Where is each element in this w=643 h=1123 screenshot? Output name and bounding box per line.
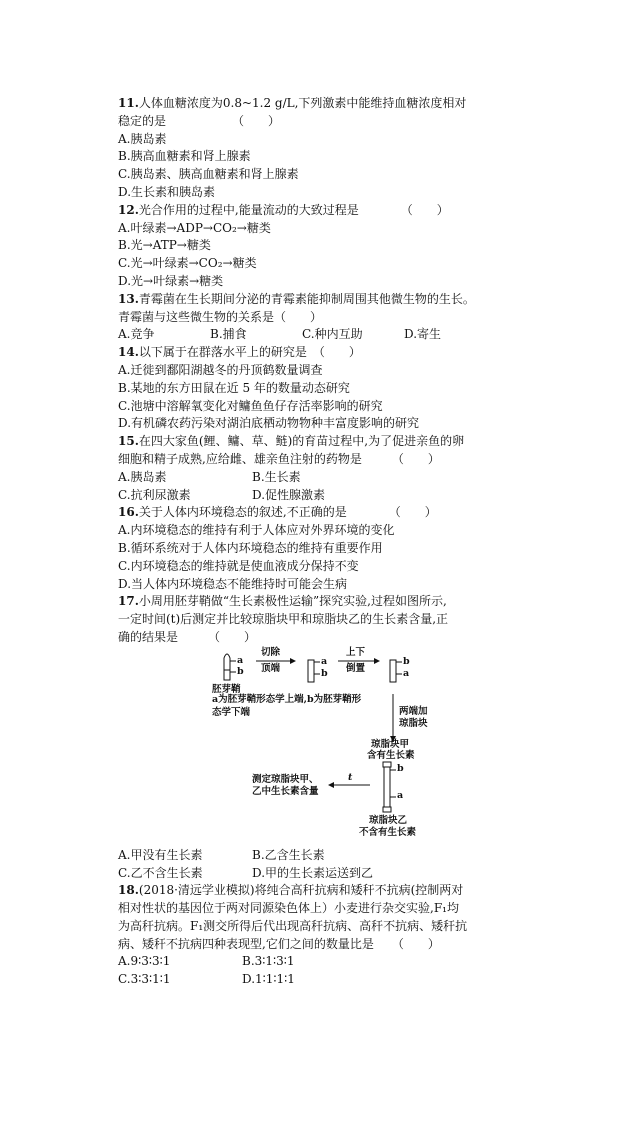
label-b: b (397, 762, 404, 774)
agar-block-bottom (383, 807, 391, 812)
option-b: B.捕食 (210, 327, 247, 342)
arrowhead (374, 658, 380, 664)
question-number: 16. (118, 505, 139, 520)
label-a: a (403, 667, 410, 679)
step2-bottom-label: 倒置 (346, 662, 366, 674)
options-row (118, 487, 528, 505)
option-d: D.促性腺激素 (252, 487, 326, 502)
option-b: B.某地的东方田鼠在近 5 年的数量动态研究 (118, 380, 350, 395)
note-line-2: 态学下端 (212, 706, 251, 718)
agar-b-label-1: 琼脂块乙 (369, 814, 408, 826)
question-number: 12. (118, 202, 139, 217)
option-a: A.竞争 (118, 327, 155, 342)
option-b: B.生长素 (252, 469, 301, 484)
option-c: C.内环境稳态的维持就是使血液成分保持不变 (118, 558, 359, 573)
question-stem: 稳定的是 （ ） (118, 113, 281, 128)
option-c: C.种内互助 (302, 327, 363, 342)
option-a: A.甲没有生长素 (118, 847, 203, 862)
options-row (118, 469, 528, 487)
option-d: D.生长素和胰岛素 (118, 184, 216, 199)
experiment-diagram (118, 646, 528, 838)
question-list (118, 95, 528, 989)
question-number: 14. (118, 345, 139, 360)
options-row (118, 326, 528, 344)
label-b: b (321, 667, 328, 679)
question-stem: 相对性状的基因位于两对同源染色体上）小麦进行杂交实验,F₁均 (118, 901, 459, 916)
inverted-coleoptile (390, 660, 396, 682)
step2-top-label: 上下 (346, 646, 366, 658)
question-stem: 为高秆抗病。F₁测交所得后代出现高秆抗病、高秆不抗病、矮秆抗 (118, 918, 468, 933)
label-a: a (321, 655, 328, 667)
option-b: B.3∶1∶3∶1 (242, 954, 295, 969)
option-b: B.胰高血糖素和肾上腺素 (118, 149, 251, 164)
question-stem: 小周用胚芽鞘做“生长素极性运输”探究实验,过程如图所示, (138, 594, 447, 609)
options-row (118, 847, 528, 865)
options-row (118, 953, 528, 971)
question-14 (118, 344, 528, 433)
options-row (118, 971, 528, 989)
option-a: A.胰岛素 (118, 131, 167, 146)
question-stem: 病、矮秆不抗病四种表现型,它们之间的数量比是 （ ） (118, 936, 440, 951)
note-line-1: a为胚芽鞘形态学上端,b为胚芽鞘形 (212, 693, 362, 705)
option-c: C.3∶3∶1∶1 (118, 972, 171, 987)
cut-coleoptile (308, 660, 314, 682)
question-number: 17. (118, 594, 139, 609)
option-c: C.池塘中溶解氧变化对鳙鱼鱼仔存活率影响的研究 (118, 398, 383, 413)
question-11 (118, 95, 528, 202)
question-17 (118, 593, 528, 882)
add-agar-label-2: 琼脂块 (399, 717, 428, 729)
arrowhead (290, 658, 296, 664)
option-d: D.当人体内环境稳态不能维持时可能会生病 (118, 576, 348, 591)
question-18 (118, 882, 528, 989)
question-stem: 光合作用的过程中,能量流动的大致过程是 （ ） (138, 202, 449, 217)
option-d: D.有机磷农药污染对湖泊底栖动物物种丰富度影响的研究 (118, 416, 420, 431)
label-b: b (403, 655, 410, 667)
option-d: D.1∶1∶1∶1 (242, 972, 295, 987)
question-stem: 细胞和精子成熟,应给雌、雄亲鱼注射的药物是 （ ） (118, 451, 440, 466)
agar-a-label-1: 琼脂块甲 (371, 738, 410, 750)
option-a: A.9∶3∶3∶1 (118, 954, 171, 969)
question-12 (118, 202, 528, 291)
question-15 (118, 433, 528, 504)
step1-bottom-label: 顶端 (261, 662, 281, 674)
measure-label-2: 乙中生长素含量 (252, 785, 319, 797)
question-stem: (2018·清远学业模拟)将纯合高秆抗病和矮秆不抗病(控制两对 (138, 883, 464, 898)
arrowhead (328, 782, 334, 788)
question-number: 13. (118, 291, 139, 306)
question-13 (118, 291, 528, 344)
question-stem: 关于人体内环境稳态的叙述,不正确的是 （ ） (138, 505, 437, 520)
option-d: D.光→叶绿素→糖类 (118, 273, 224, 288)
agar-a-label-2: 含有生长素 (367, 749, 415, 761)
question-stem: 一定时间(t)后测定并比较琼脂块甲和琼脂块乙的生长素含量,正 (118, 612, 449, 627)
coleoptile-label: 胚芽鞘 (212, 683, 241, 695)
add-agar-label-1: 两端加 (399, 705, 428, 717)
label-a: a (237, 654, 244, 666)
options-row (118, 865, 528, 883)
option-b: B.光→ATP→糖类 (118, 238, 211, 253)
question-stem: 在四大家鱼(鲤、鳙、草、鲢)的育苗过程中,为了促进亲鱼的卵 (138, 434, 465, 449)
question-number: 11. (118, 96, 139, 110)
option-a: A.叶绿素→ADP→CO₂→糖类 (118, 220, 271, 235)
question-number: 15. (118, 434, 139, 449)
option-a: A.胰岛素 (118, 469, 167, 484)
coleoptile-body (224, 670, 230, 680)
question-stem: 以下属于在群落水平上的研究是 （ ） (138, 345, 361, 360)
option-b: B.乙含生长素 (252, 847, 325, 862)
question-stem: 青霉菌与这些微生物的关系是（ ） (118, 309, 323, 324)
question-number: 18. (118, 883, 139, 898)
option-c: C.光→叶绿素→CO₂→糖类 (118, 256, 257, 271)
option-c: C.抗利尿激素 (118, 487, 191, 502)
coleoptile-section (384, 767, 390, 807)
time-label: t (348, 771, 353, 783)
question-stem: 青霉菌在生长期间分泌的青霉素能抑制周围其他微生物的生长。 (138, 291, 475, 306)
option-c: C.乙不含生长素 (118, 865, 203, 880)
coleoptile-tip (224, 654, 230, 670)
option-c: C.胰岛素、胰高血糖素和肾上腺素 (118, 167, 299, 182)
question-16 (118, 504, 528, 593)
option-d: D.寄生 (404, 327, 442, 342)
agar-b-label-2: 不含有生长素 (359, 826, 417, 838)
agar-block-top (383, 762, 391, 767)
label-a: a (397, 789, 404, 801)
question-stem: 人体血糖浓度为0.8~1.2 g/L,下列激素中能维持血糖浓度相对 (138, 96, 467, 110)
option-a: A.迁徙到鄱阳湖越冬的丹顶鹤数量调查 (118, 362, 323, 377)
measure-label-1: 测定琼脂块甲、 (252, 773, 319, 785)
option-a: A.内环境稳态的维持有利于人体应对外界环境的变化 (118, 523, 395, 538)
option-d: D.甲的生长素运送到乙 (252, 865, 374, 880)
question-stem: 确的结果是 （ ） (118, 629, 257, 644)
step1-top-label: 切除 (261, 646, 281, 658)
label-b: b (237, 665, 244, 677)
option-b: B.循环系统对于人体内环境稳态的维持有重要作用 (118, 540, 383, 555)
